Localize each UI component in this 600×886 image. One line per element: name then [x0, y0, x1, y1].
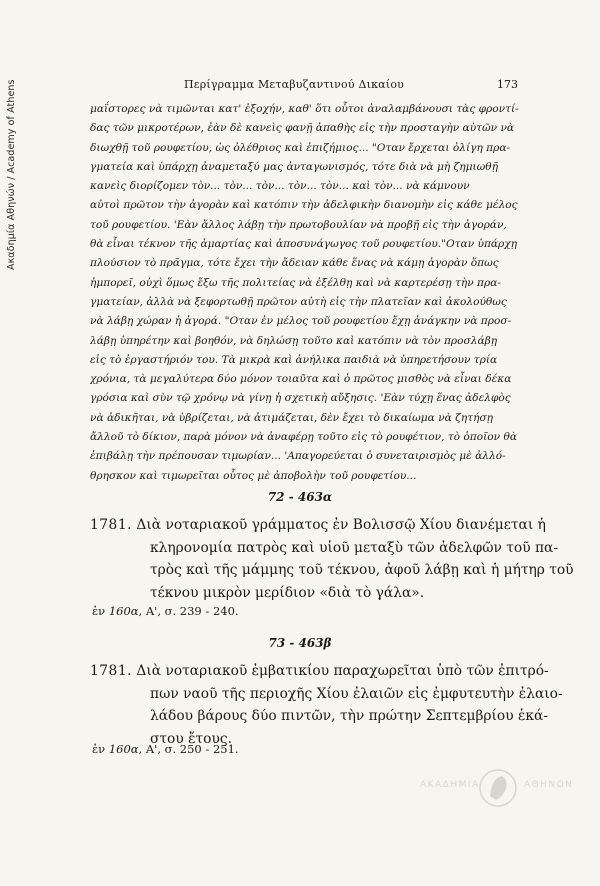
text-line: λάδου βάρους δύο πιντῶν, τὴν πρώτην Σεπτεμβρίου ἑκά-	[150, 708, 549, 724]
text-line: διωχθῇ τοῦ ρουφετίου, ὡς ὀλέθριος καὶ ἐπιζήμιος... "Οταν ἔρχεται ὀλίγη πρα-	[90, 141, 511, 154]
text-line: θρησκον καὶ τιμωρεῖται οὗτος μὲ ἀποβολὴν τοῦ ρουφετίου...	[90, 469, 417, 482]
text-line: αὐτοὶ πρῶτον τὴν ἀγορὰν καὶ κατόπιν τὴν ἀδελφικὴν διανομὴν εἰς κάθε μέλος	[90, 199, 518, 212]
quoted-document-text	[90, 100, 522, 486]
text-line: θὰ εἶναι τέκνον τῆς ἁμαρτίας καὶ ἀποσυνάγωγος τοῦ ρουφετίου."Οταν ὑπάρχῃ	[90, 238, 518, 251]
running-title: Περίγραμμα Μεταβυζαντινού Δικαίου	[184, 78, 405, 91]
text-line: κανεὶς διορίζομεν τὸν... τὸν... τὸν... τὸν... τὸν... καὶ τὸν... νὰ κάμνουν	[90, 180, 470, 193]
entry-year: 1781.	[90, 517, 132, 533]
text-line: Διὰ νοταριακοῦ γράμματος ἐν Βολισσῷ Χίου διανέμεται ἡ	[136, 517, 546, 533]
entry-72-source	[92, 604, 239, 618]
source-rest: , Α', σ. 250 - 251.	[138, 742, 239, 756]
text-line: λάβῃ ὑπηρέτην καὶ βοηθόν, νὰ δηλώσῃ τοῦτο καὶ κατόπιν νὰ τὸν προσλάβῃ	[90, 334, 498, 347]
text-line: ἠμπορεῖ, οὐχὶ ὅμως ἔξω τῆς πολιτείας νὰ ἐξέλθῃ καὶ νὰ καρτερέσῃ τὴν πρα-	[90, 276, 501, 289]
text-line: νὰ λάβῃ χώραν ἡ ἀγορά. "Οταν ἐν μέλος τοῦ ρουφετίου ἔχῃ ἀνάγκην νὰ προσ-	[90, 315, 512, 328]
text-line: πων ναοῦ τῆς περιοχῆς Χίου ἐλαιῶν εἰς ἐμφυτευτὴν ἐλαιο-	[150, 685, 563, 702]
text-line: γματείαν, ἀλλὰ νὰ ξεφορτωθῇ πρῶτον αὐτὴ εἰς τὴν πλατεῖαν καὶ ἀκολούθως	[90, 295, 507, 308]
text-line: ἐπιβάλῃ τὴν πρέπουσαν τιμωρίαν... 'Απαγορεύεται ὁ συνεταιρισμὸς μὲ ἀλλό-	[90, 450, 506, 463]
entry-72-text	[90, 514, 574, 604]
text-line: ἄλλοῦ τὸ δίκιον, παρὰ μόνον νὰ ἀναφέρῃ τοῦτο εἰς τὸ ρουφέτιον, τὸ ὁποῖον θὰ	[90, 431, 518, 444]
entry-73-text	[90, 660, 563, 750]
entry-year: 1781.	[90, 663, 132, 679]
text-line: τέκνου μικρὸν μερίδιον «διὰ τὸ γάλα».	[150, 584, 425, 601]
text-line: τοῦ ρουφετίου. 'Εὰν ἄλλος λάβῃ τὴν πρωτοβουλίαν νὰ προβῇ εἰς τὴν ἀγοράν,	[90, 218, 507, 231]
text-line: δας τῶν μικροτέρων, ἐὰν δὲ κανεὶς φανῇ ἀπαθὴς εἰς τὴν προσταγὴν αὐτῶν νὰ	[90, 122, 515, 135]
text-line: τρὸς καὶ τῆς μάμμης τοῦ τέκνου, ἀφοῦ λάβῃ καὶ ἡ μήτηρ τοῦ	[150, 562, 574, 578]
text-line: εἰς τὸ ἐργαστήριόν του. Τὰ μικρὰ καὶ ἀνήλικα παιδιὰ νὰ ὑπηρετήσουν τρία	[90, 353, 498, 366]
text-line: κληρονομία πατρὸς καὶ υἱοῦ μεταξὺ τῶν ἀδελφῶν τοῦ πα-	[150, 539, 559, 556]
text-line: γματεία καὶ ὑπάρχῃ ἀναμεταξύ μας ἀνταγωνισμός, τότε διὰ νὰ μὴ ζημιωθῇ	[90, 160, 499, 173]
archive-side-label: Ακαδημία Αθηνών / Academy of Athens	[6, 79, 17, 271]
entry-first-line	[90, 514, 546, 537]
entry-73-source	[92, 742, 239, 756]
source-ref: 160α	[108, 742, 139, 756]
entry-number-72: 72 - 463α	[267, 490, 333, 504]
text-line: Διὰ νοταριακοῦ ἐμβατικίου παραχωρεῖται ὑπὸ τῶν ἐπιτρό-	[136, 663, 549, 679]
source-rest: , Α', σ. 239 - 240.	[138, 604, 239, 618]
page-number: 173	[497, 78, 518, 91]
text-line: χρόνια, τὰ μεγαλύτερα δύο μόνον τοιαῦτα καὶ ὁ πρῶτος μισθὸς νὰ εἶναι δέκα	[90, 373, 512, 386]
source-prefix: ἐν	[92, 604, 106, 618]
text-line: μαΐστορες νὰ τιμῶνται κατ' ἐξοχήν, καθ' ὅτι οὗτοι ἀναλαμβάνουσι τὰς φροντί-	[90, 103, 519, 115]
source-prefix: ἐν	[92, 742, 106, 756]
athena-head-icon	[478, 766, 518, 810]
entry-number-73: 73 - 463β	[268, 636, 332, 650]
entry-first-line	[90, 660, 549, 683]
academy-watermark	[420, 766, 574, 810]
watermark-text-left: ΑΚΑΔΗΜΙΑ	[420, 780, 480, 790]
watermark-text-right: ΑΘΗΝΩΝ	[524, 780, 574, 790]
text-line: γρόσια καὶ σὺν τῷ χρόνῳ νὰ γίνῃ ἡ σχετικὴ αὔξησις. 'Εὰν τύχῃ ἕνας ἀδελφὸς	[90, 392, 511, 405]
text-line: πλούσιον τὸ πρᾶγμα, τότε ἔχει τὴν ἄδειαν κάθε ἕνας νὰ κάμῃ ἀγορὰν ὅπως	[90, 257, 499, 270]
text-line: στου ἔτους.	[150, 730, 232, 747]
source-ref: 160α	[108, 604, 139, 618]
text-line: νὰ ἀδικῆται, νὰ ὑβρίζεται, νὰ ἀτιμάζεται, δὲν ἔχει τὸ δικαίωμα νὰ ζητήσῃ	[90, 411, 494, 424]
